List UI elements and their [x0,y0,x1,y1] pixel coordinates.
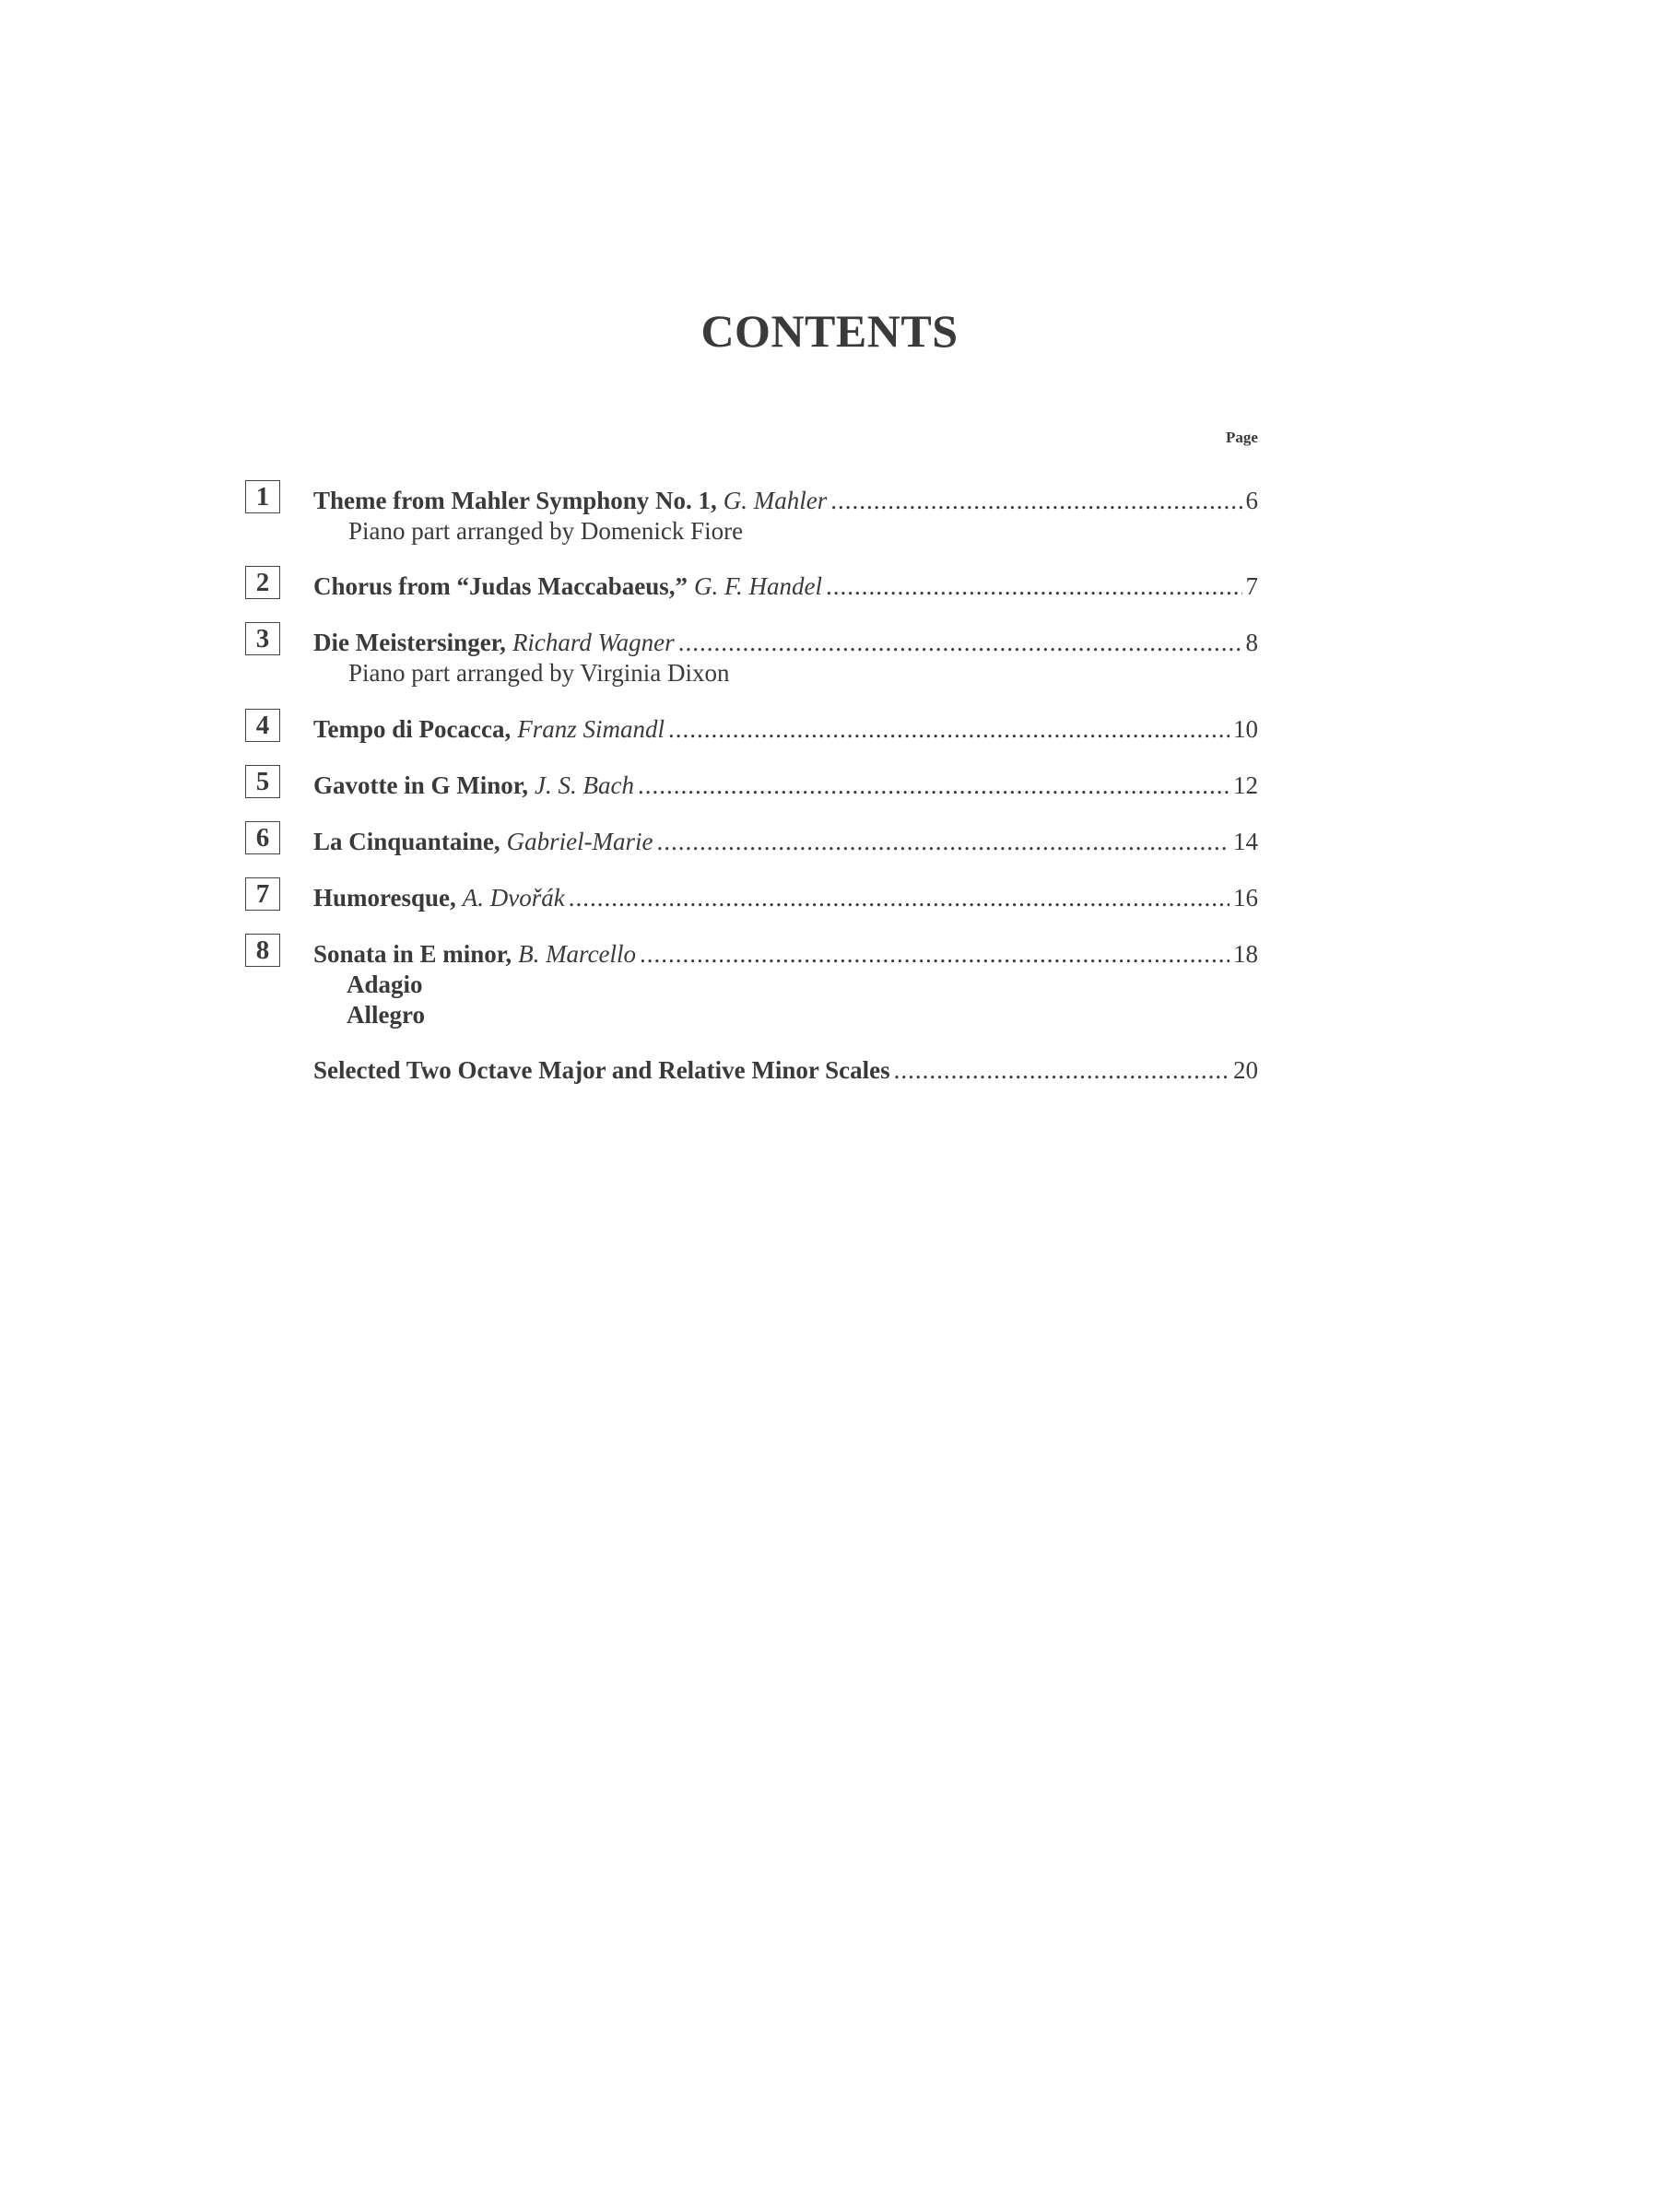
movement-title: Adagio [347,971,423,998]
composer-name: G. Mahler [723,487,828,514]
dot-leader [569,881,1230,914]
dot-leader [638,769,1230,802]
dot-leader [894,1053,1230,1087]
composer-name: B. Marcello [518,940,637,968]
piece-title: Die Meistersinger, [313,629,506,656]
page-number: 8 [1245,629,1258,656]
movement-title: Allegro [347,1001,425,1029]
composer-name: Gabriel-Marie [506,828,653,855]
piece-title: Gavotte in G Minor, [313,771,528,799]
composer-name: Franz Simandl [517,715,665,743]
entry-number-box: 6 [245,821,280,854]
toc-line [313,825,1258,858]
page-number: 18 [1233,940,1258,968]
composer-name: Richard Wagner [512,629,675,656]
toc-line [313,881,1258,914]
entry-number-box: 2 [245,566,280,599]
piece-title: Humoresque, [313,884,456,912]
entry-number-box: 1 [245,480,280,513]
dot-leader [668,712,1230,746]
entry-number-box: 5 [245,765,280,798]
page-number: 14 [1233,828,1258,855]
dot-leader [830,484,1241,517]
toc-line [313,937,1258,971]
page-title: CONTENTS [700,305,959,357]
piece-title: Selected Two Octave Major and Relative Minor Scales [313,1056,890,1084]
piece-title: Tempo di Pocacca, [313,715,512,743]
toc-line [313,626,1258,659]
entry-subtitle: Piano part arranged by Virginia Dixon [348,659,730,687]
dot-leader [678,626,1242,659]
page-number: 12 [1233,771,1258,799]
entry-number-box: 7 [245,877,280,911]
entry-subtitle: Piano part arranged by Domenick Fiore [348,517,744,545]
dot-leader [826,570,1241,603]
piece-title: Theme from Mahler Symphony No. 1, [313,487,717,514]
toc-line [313,712,1258,746]
dot-leader [657,825,1230,858]
page-number: 7 [1245,572,1258,600]
piece-title: Sonata in E minor, [313,940,512,968]
piece-title: Chorus from “Judas Maccabaeus,” [313,572,688,600]
page-column-header: Page [1226,429,1258,446]
composer-name: A. Dvořák [462,884,565,912]
toc-line [313,1053,1258,1087]
toc-line [313,570,1258,603]
piece-title: La Cinquantaine, [313,828,500,855]
page-number: 16 [1233,884,1258,912]
toc-line [313,484,1258,517]
page-number: 10 [1233,715,1258,743]
composer-name: J. S. Bach [535,771,634,799]
page-number: 20 [1233,1056,1258,1084]
dot-leader [640,937,1230,971]
toc-line [313,769,1258,802]
entry-number-box: 4 [245,709,280,742]
entry-number-box: 8 [245,934,280,967]
composer-name: G. F. Handel [694,572,823,600]
entry-number-box: 3 [245,622,280,655]
page-number: 6 [1245,487,1258,514]
